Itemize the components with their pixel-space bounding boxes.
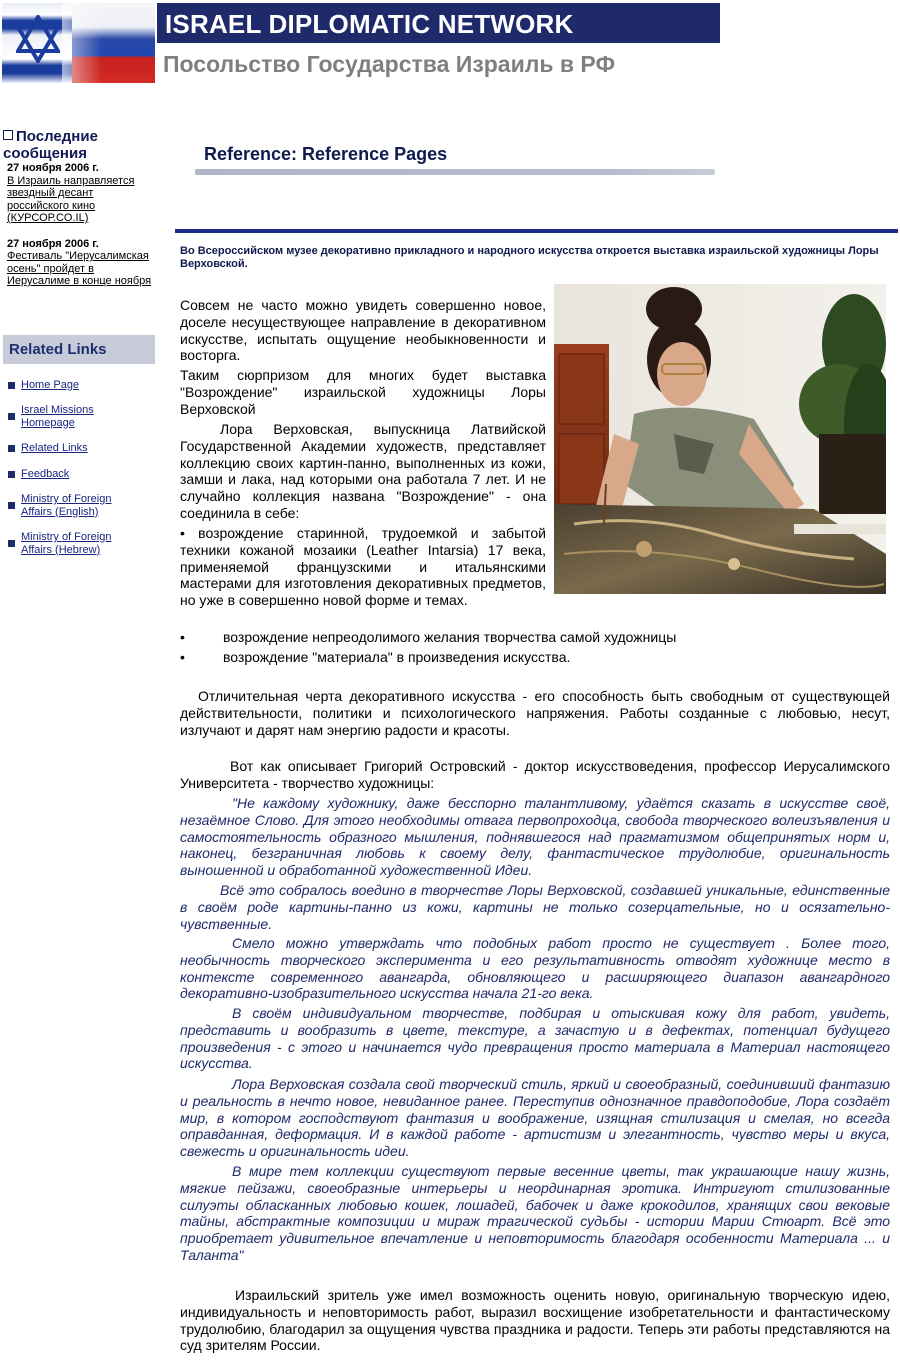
news-date: 27 ноября 2006 г.	[7, 237, 99, 250]
related-links-heading: Related Links	[3, 335, 155, 364]
news-link[interactable]: В Израиль направляется звездный десант российского кино (КУРСОР.CO.IL)	[7, 174, 135, 224]
article-paragraph: Таким сюрпризом для многих будет выставка "Возрождение" израильской художницы Лоры Верховской	[180, 367, 546, 417]
quote-paragraph: В мире тем коллекции существуют первые весенние цветы, так украшающие нашу жизнь, мягкие пейзажи, своеобразные интерьеры и неординарная эротика. Интригуют стилизованные силуэты обласканных любовью кошек, лошадей, бабочек и даже крокодилов, хранящих свои вековые тайны, абстрактные композиции и мираж трагической судьбы - истории Марии Стюарт. Всё это приобретает удивительное впечатление и неповторимость благодаря особенности Материала ... и Таланта"	[180, 1163, 890, 1263]
article-paragraph: Совсем не часто можно увидеть совершенно новое, доселе несуществующее направление в декоративном искусстве, испытать ощущение необыкновенности и восторга.	[180, 297, 546, 364]
artist-photo	[554, 284, 886, 594]
article-paragraph: Отличительная черта декоративного искусства - его способность быть свободным от существующей действительности, политики и психологического напряжения. Работы созданные с любовью, несут, излучают и дарят нам энергию радости и красоты.	[180, 688, 890, 738]
mfa-english-link[interactable]: Ministry of Foreign Affairs (English)	[21, 493, 112, 518]
israel-missions-link[interactable]: Israel Missions Homepage	[21, 404, 94, 429]
news-link[interactable]: Фестиваль "Иерусалимская осень" пройдет в Иерусалиме в конце ноября	[7, 250, 152, 287]
article-paragraph: Лора Верховская, выпускница Латвийской Государственной Академии художеств, представляет коллекцию своих картин-панно, выполненных из кожи, замши и лака, над которыми она работала 7 лет. И не случайно коллекция названа "Возрождение" - она соединила в себе:	[180, 421, 546, 521]
sidebar-link-home-page	[8, 379, 148, 392]
divider	[175, 229, 898, 233]
feedback-link[interactable]: Feedback	[21, 468, 70, 480]
related-links-link[interactable]: Related Links	[21, 442, 88, 454]
site-banner	[157, 3, 720, 43]
quote-paragraph: Лора Верховская создала свой творческий стиль, яркий и своеобразный, соединивший фантазию и реальность в нечто новое, невиданное ранее. Переступив однозначное правдоподобие, Лора создаёт мир, в котором господствуют фантазия и воображение, изящная стилизация и смелая, но всегда оправданная, деформация. И в каждой работе - артистизм и элегантность, чувство меры и вкуса, свежесть и оригинальность идеи.	[180, 1076, 890, 1160]
square-bullet-icon	[8, 540, 15, 547]
news-date: 27 ноября 2006 г.	[7, 162, 99, 174]
quote-paragraph: Смело можно утверждать что подобных работ просто не существует . Более того, необычность творческого эксперимента и его результативность отводят художнице место в контексте современного авангарда, обновляющего и расширяющего диапазон авангардного декоративно-изобразительного искусства начала 21-го века.	[180, 935, 890, 1002]
mfa-hebrew-link[interactable]: Ministry of Foreign Affairs (Hebrew)	[21, 531, 112, 556]
sidebar-link-israel-missions	[8, 404, 148, 429]
square-bullet-icon	[8, 471, 15, 478]
sidebar-link-feedback	[8, 468, 148, 481]
bullet-item: • возрождение непреодолимого желания творчества самой художницы	[180, 629, 677, 645]
bullet-icon: •	[180, 649, 185, 665]
page-title: Reference: Reference Pages	[204, 144, 448, 164]
title-underline	[195, 169, 715, 175]
article-lead: Во Всероссийском музее декоративно прикладного и народного искусства откроется выставка израильской художницы Лоры Верховской.	[180, 245, 879, 270]
news-ticker[interactable]	[7, 162, 152, 294]
quote-paragraph: В своём индивидуальном творчестве, подбирая и отыскивая кожу для работ, увидеть, представить и вообразить в цвете, текстуре, а зачастую и в дефектах, потенциал будущего произведения - с этого и начинается чудо превращения просто материала в Материал настоящего искусства.	[180, 1005, 890, 1072]
article-paragraph: Вот как описывает Григорий Островский - доктор искусствоведения, профессор Иерусалимского Университета - творчество художницы:	[180, 758, 890, 791]
home-page-link[interactable]: Home Page	[21, 379, 80, 391]
israel-russia-flag-logo	[2, 3, 155, 83]
quote-paragraph: Всё это собралось воедино в творчестве Лоры Верховской, создавшей уникальные, единственные в своём роде картины-панно из кожи, картины не только созерцательные, но и осязательно-чувственные.	[180, 882, 890, 932]
news-item	[7, 238, 152, 288]
embassy-subtitle: Посольство Государства Израиль в РФ	[163, 51, 616, 77]
square-bullet-icon	[8, 445, 15, 452]
square-bullet-icon	[3, 130, 13, 140]
square-bullet-icon	[8, 502, 15, 509]
banner-title: ISRAEL DIPLOMATIC NETWORK	[165, 9, 574, 39]
quote-paragraph: "Не каждому художнику, даже бесспорно талантливому, удаётся сказать в искусстве своё, незаёмное Слово. Для этого необходимы отвага первопроходца, свобода творческого волеизъявления и самостоятельность образного мышления, поднявшегося над прагматизмом общепринятых норм и, наконец, безграничная любовь к своему делу, фантастическое трудолюбие, оригинальность выношенной и обработанной художественной Идеи.	[180, 795, 890, 879]
square-bullet-icon	[8, 382, 15, 389]
bullet-item: • возрождение "материала" в произведения искусства.	[180, 649, 571, 665]
bullet-paragraph: • возрождение старинной, трудоемкой и забытой техники кожаной мозаики (Leather Intarsia) 17 века, применяемой французскими и итальянскими мастерами для изготовления декоративных предметов, но уже в совершенно новой форме и темах.	[180, 525, 546, 609]
sidebar-link-mfa-english	[8, 493, 148, 518]
star-of-david-icon	[16, 15, 60, 63]
square-bullet-icon	[8, 413, 15, 420]
bullet-icon: •	[180, 629, 185, 645]
sidebar-link-related-links	[8, 442, 148, 455]
latest-news-heading: Последние сообщения	[3, 128, 98, 162]
sidebar-link-mfa-hebrew	[8, 531, 148, 556]
article-paragraph: Израильский зритель уже имел возможность оценить новую, оригинальную творческую идею, индивидуальность и неповторимость работ, выразил восхищение изобретательности и фантастическому трудолюбию, благодарил за ощущения чувства праздника и радости. Теперь эти работы представляются на суд зрителям России.	[180, 1287, 890, 1354]
news-item	[7, 162, 152, 225]
